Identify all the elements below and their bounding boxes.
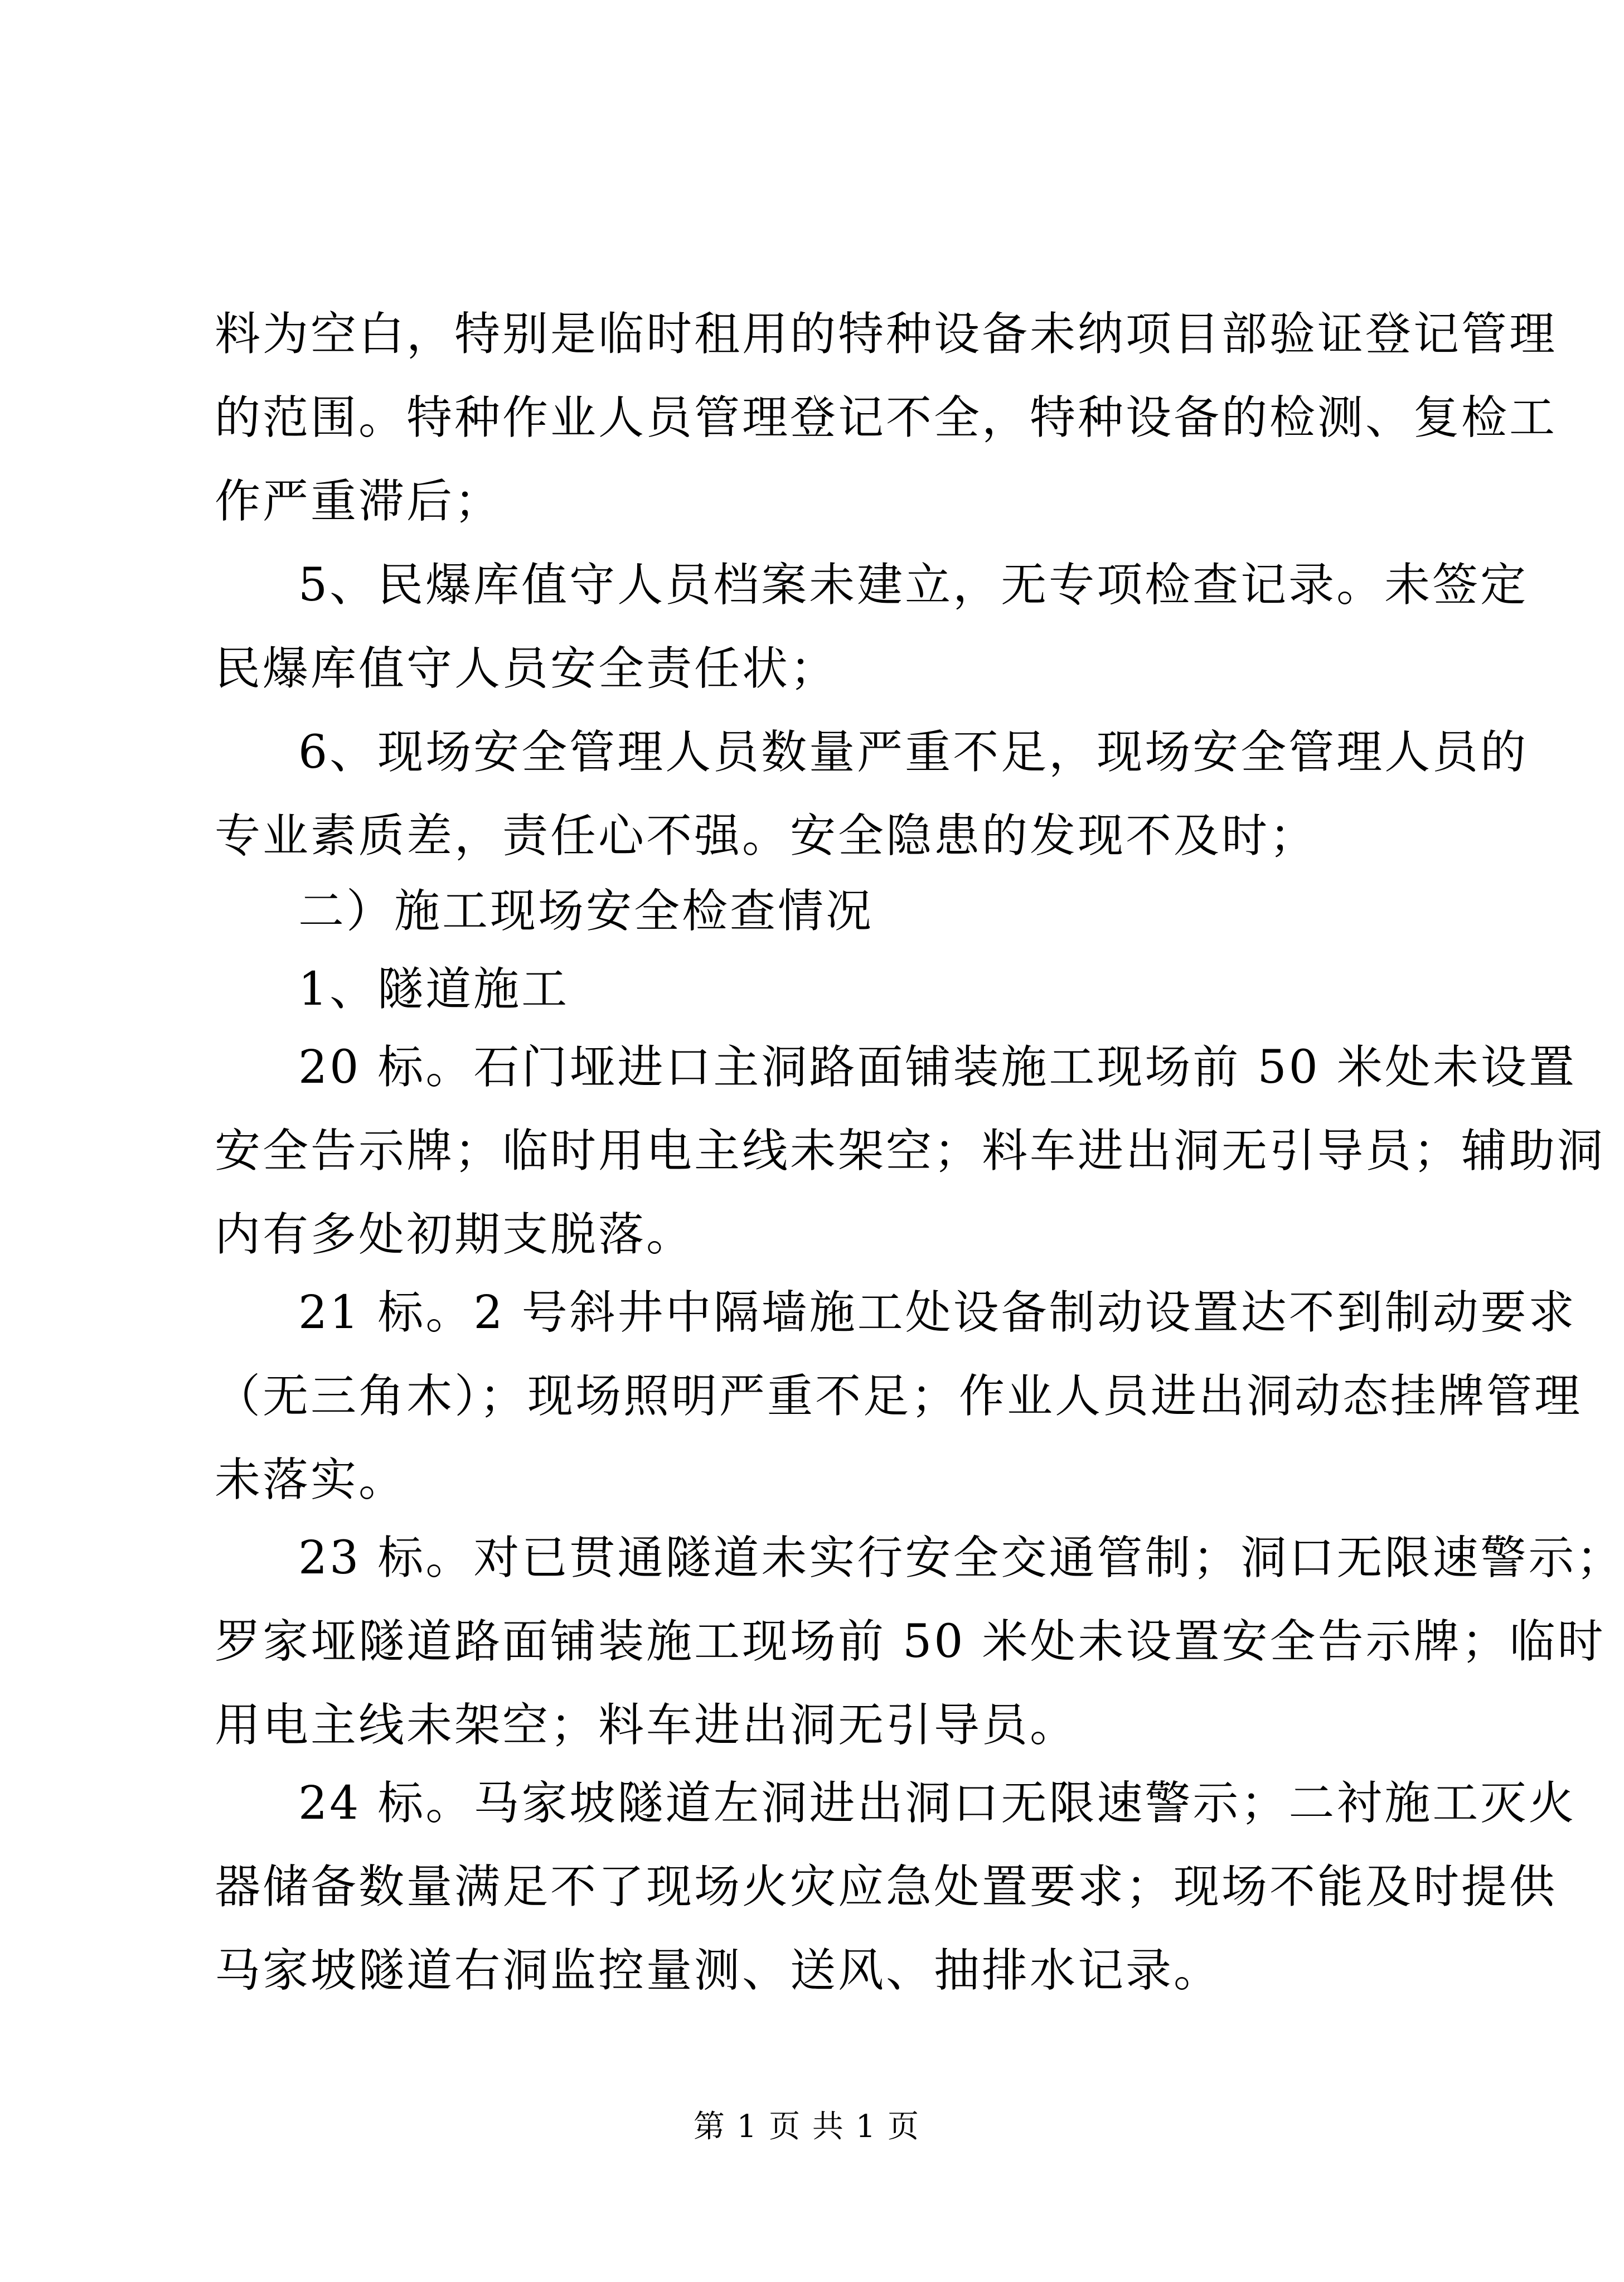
text-line-7: 专业素质差，责任心不强。安全隐患的发现不及时； [215, 810, 1318, 863]
text-line-16: 23 标。对已贯通隧道未实行安全交通管制；洞口无限速警示； [298, 1532, 1624, 1585]
text-line-4: 5、民爆库值守人员档案未建立，无专项检查记录。未签定 [298, 559, 1529, 612]
text-line-5: 民爆库值守人员安全责任状； [215, 642, 838, 695]
text-line-1: 料为空白，特别是临时租用的特种设备未纳项目部验证登记管理 [215, 308, 1558, 361]
section-heading: 二）施工现场安全检查情况 [298, 885, 874, 938]
text-line-2: 的范围。特种作业人员管理登记不全，特种设备的检测、复检工 [215, 391, 1558, 444]
text-line-3: 作严重滞后； [215, 475, 503, 528]
text-line-6: 6、现场安全管理人员数量严重不足，现场安全管理人员的 [298, 726, 1529, 779]
subsection-heading: 1、隧道施工 [298, 963, 570, 1016]
text-line-10: 20 标。石门垭进口主洞路面铺装施工现场前 50 米处未设置 [298, 1041, 1577, 1094]
text-line-17: 罗家垭隧道路面铺装施工现场前 50 米处未设置安全告示牌；临时 [215, 1615, 1606, 1668]
page-footer: 第 1 页 共 1 页 [693, 2109, 920, 2145]
text-line-11: 安全告示牌；临时用电主线未架空；料车进出洞无引导员；辅助洞 [215, 1125, 1606, 1178]
text-line-18: 用电主线未架空；料车进出洞无引导员。 [215, 1699, 1078, 1752]
text-line-21: 马家坡隧道右洞监控量测、送风、抽排水记录。 [215, 1944, 1222, 1997]
text-line-14: （无三角木）；现场照明严重不足；作业人员进出洞动态挂牌管理 [215, 1370, 1583, 1423]
text-line-19: 24 标。马家坡隧道左洞进出洞口无限速警示；二衬施工灭火 [298, 1777, 1577, 1830]
text-line-12: 内有多处初期支脱落。 [215, 1208, 695, 1261]
text-line-15: 未落实。 [215, 1453, 407, 1506]
text-line-20: 器储备数量满足不了现场火灾应急处置要求；现场不能及时提供 [215, 1861, 1558, 1913]
text-line-13: 21 标。2 号斜井中隔墙施工处设备制动设置达不到制动要求 [298, 1286, 1577, 1339]
